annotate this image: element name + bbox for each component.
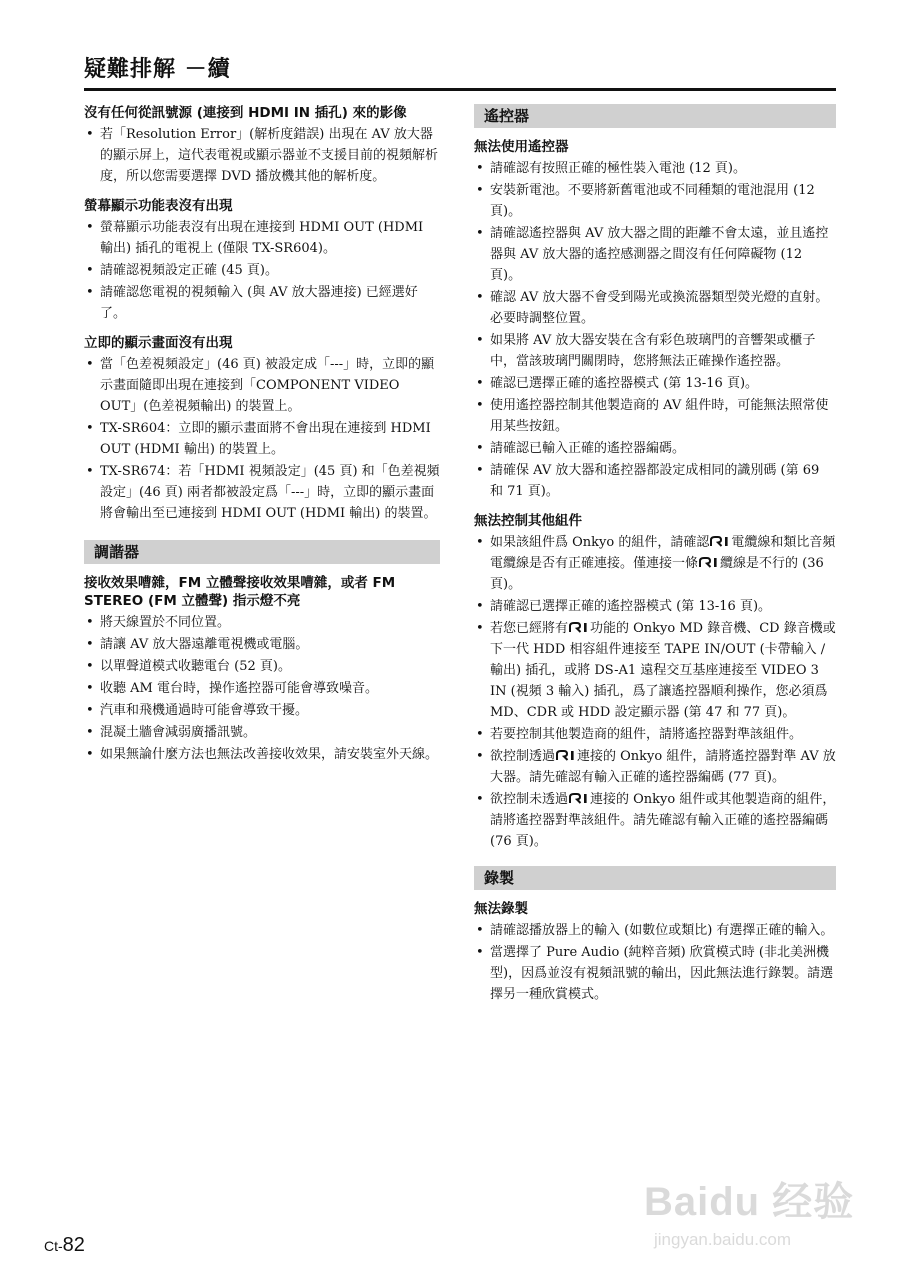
recording-list xyxy=(474,920,836,1005)
list-item: • 若「Resolution Error」(解析度錯誤) 出現在 AV 放大器的顯示屏上，這代表電視或顯示器並不支援目前的視頻解析度，所以您需要選擇 DVD 播放機其他的解析度。 xyxy=(86,127,439,184)
list-item: • 混凝土牆會減弱廣播訊號。 xyxy=(86,725,257,740)
list-item: • 請確認您電視的視頻輸入 (與 AV 放大器連接) 已經選好了。 xyxy=(86,285,418,321)
list-item: • 請確認視頻設定正確 (45 頁)。 xyxy=(86,263,278,278)
remote-section-title: 遙控器 xyxy=(474,104,836,128)
list-item: • 請確認有按照正確的極性裝入電池 (12 頁)。 xyxy=(476,161,746,176)
list-item: • 將天線置於不同位置。 xyxy=(86,615,231,630)
ri-logo-icon xyxy=(569,622,589,633)
no-image-heading: 沒有任何從訊號源 (連接到 HDMI IN 插孔) 來的影像 xyxy=(84,105,407,121)
ri-logo-icon xyxy=(556,750,576,761)
recording-heading: 無法錄製 xyxy=(474,901,528,917)
list-item: • 收聽 AM 電台時，操作遙控器可能會導致噪音。 xyxy=(86,681,378,696)
list-item: • 確認已選擇正確的遙控器模式 (第 13-16 頁)。 xyxy=(476,376,759,391)
recording-section-title: 錄製 xyxy=(474,866,836,890)
list-item: • 當選擇了 Pure Audio (純粹音頻) 欣賞模式時 (非北美洲機型)，因爲並沒有視頻訊號的輸出，因此無法進行錄製。請選擇另一種欣賞模式。 xyxy=(476,945,834,1002)
list-item: • 欲控制透過 連接的 Onkyo 組件，請將遙控器對準 AV 放大器。請先確認有輸入正確的遙控器編碼 (77 頁)。 xyxy=(476,749,836,785)
list-item: • 欲控制未透過 連接的 Onkyo 組件或其他製造商的組件，請將遙控器對準該組件。請先確認有輸入正確的遙控器編碼 (76 頁)。 xyxy=(476,792,836,849)
list-item: • 當「色差視頻設定」(46 頁) 被設定成「---」時，立即的顯示畫面隨即出現在連接到「COMPONENT VIDEO OUT」(色差視頻輸出) 的裝置上。 xyxy=(86,357,435,414)
ri-logo-icon xyxy=(710,536,730,547)
list-item: • 若您已經將有 功能的 Onkyo MD 錄音機、CD 錄音機或下一代 HDD 相容組件連接至 TAPE IN/OUT (卡帶輸入 / 輸出) 插孔，或將 DS-A1 遠程交互基座連接至 VIDEO 3 IN (視頻 3 輸入) 插孔，爲了讓遙控器順利操作，您必須爲 MD、CDR 或 HDD 設定顯示器 (第 47 和 77 頁)。 xyxy=(476,621,836,720)
page-title: 疑難排解 －續 xyxy=(84,57,231,82)
ri-logo-icon xyxy=(699,557,719,568)
osd-list xyxy=(84,217,440,324)
list-item: • 請確保 AV 放大器和遙控器都設定成相同的識別碼 (第 69 和 71 頁)。 xyxy=(476,463,820,499)
list-item: • 如果將 AV 放大器安裝在含有彩色玻璃門的音響架或櫃子中，當該玻璃門關閉時，您將無法正確操作遙控器。 xyxy=(476,333,816,369)
list-item: • 請確認播放器上的輸入 (如數位或類比) 有選擇正確的輸入。 xyxy=(476,923,834,938)
other-components-list xyxy=(474,532,836,852)
tuner-list xyxy=(84,612,440,765)
list-item: • 使用遙控器控制其他製造商的 AV 組件時，可能無法照常使用某些按鈕。 xyxy=(476,398,829,434)
list-item: • 確認 AV 放大器不會受到陽光或換流器類型熒光燈的直射。必要時調整位置。 xyxy=(476,290,829,326)
list-item: • 安裝新電池。不要將新舊電池或不同種類的電池混用 (12 頁)。 xyxy=(476,183,815,219)
list-item: • TX-SR604：立即的顯示畫面將不會出現在連接到 HDMI OUT (HDMI 輸出) 的裝置上。 xyxy=(86,421,431,457)
list-item: • 請確認已輸入正確的遙控器編碼。 xyxy=(476,441,686,456)
list-item: • TX-SR674：若「HDMI 視頻設定」(45 頁) 和「色差視頻設定」(46 頁) 兩者都被設定爲「---」時，立即的顯示畫面將會輸出至已連接到 HDMI OUT (HDMI 輸出) 的裝置。 xyxy=(86,464,440,521)
left-column xyxy=(84,104,440,775)
no-image-list xyxy=(84,124,440,187)
baidu-watermark xyxy=(640,1150,890,1270)
list-item: • 如果無論什麼方法也無法改善接收效果，請安裝室外天線。 xyxy=(86,747,439,762)
list-item: • 汽車和飛機通過時可能會導致干擾。 xyxy=(86,703,309,718)
tuner-section-title: 調諧器 xyxy=(84,540,440,564)
other-components-heading: 無法控制其他組件 xyxy=(474,513,582,529)
list-item: • 如果該組件爲 Onkyo 的組件，請確認 電纜線和類比音頻電纜線是否有正確連接。僅連接一條 纜線是不行的 (36 頁)。 xyxy=(476,535,836,592)
list-item: • 請確認遙控器與 AV 放大器之間的距離不會太遠，並且遙控器與 AV 放大器的遙控感測器之間沒有任何障礙物 (12 頁)。 xyxy=(476,226,829,283)
remote-list xyxy=(474,158,836,502)
list-item: • 請確認已選擇正確的遙控器模式 (第 13-16 頁)。 xyxy=(476,599,772,614)
page-number: Ct-82 xyxy=(44,1234,85,1256)
immediate-display-heading: 立即的顯示畫面沒有出現 xyxy=(84,335,233,351)
watermark-logo: Baidu 经验 xyxy=(644,1180,855,1224)
list-item: • 若要控制其他製造商的組件，請將遙控器對準該組件。 xyxy=(476,727,803,742)
ri-logo-icon xyxy=(569,793,589,804)
list-item: • 請讓 AV 放大器遠離電視機或電腦。 xyxy=(86,637,309,652)
remote-heading: 無法使用遙控器 xyxy=(474,139,569,155)
watermark-url: jingyan.baidu.com xyxy=(654,1230,792,1249)
right-column xyxy=(474,104,836,1015)
list-item: • 以單聲道模式收聽電台 (52 頁)。 xyxy=(86,659,291,674)
immediate-display-list xyxy=(84,354,440,524)
list-item: • 螢幕顯示功能表沒有出現在連接到 HDMI OUT (HDMI 輸出) 插孔的電視上 (僅限 TX-SR604)。 xyxy=(86,220,424,256)
title-rule xyxy=(84,88,836,91)
osd-heading: 螢幕顯示功能表沒有出現 xyxy=(84,198,233,214)
tuner-heading: 接收效果嘈雜，FM 立體聲接收效果嘈雜，或者 FM STEREO (FM 立體聲) 指示燈不亮 xyxy=(84,575,396,609)
